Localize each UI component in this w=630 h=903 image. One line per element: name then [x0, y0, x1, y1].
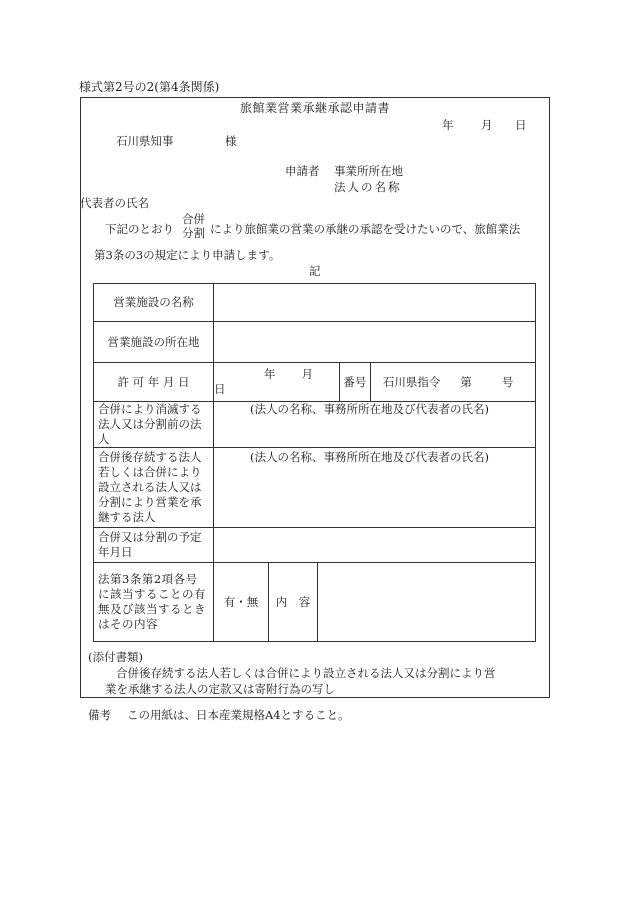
permit-number-value[interactable] [370, 363, 535, 402]
corporation-name-label: 法人の名称 [334, 180, 402, 194]
facility-location-label: 営業施設の所在地 [94, 322, 214, 363]
remarks-label: 備考 [88, 708, 111, 722]
permit-date-label: 許 可 年 月 日 [94, 363, 214, 402]
date-month: 月 [481, 118, 493, 132]
facility-name-value[interactable] [214, 284, 536, 322]
scheduled-date-value[interactable] [214, 528, 536, 563]
form-number: 様式第2号の2(第4条関係) [79, 80, 220, 94]
designation-prefix: 石川県指令 [382, 374, 441, 389]
dissolved-corp-label: 合併により消滅する法人又は分割前の法人 [94, 402, 214, 448]
designation-go: 号 [501, 374, 514, 389]
date-year: 年 [442, 118, 454, 132]
permit-year: 年 [264, 367, 276, 381]
addressee-name: 石川県知事 [116, 134, 174, 148]
designation-dai: 第 [460, 374, 472, 389]
addressee-honorific: 様 [225, 134, 237, 148]
application-table [93, 283, 536, 642]
facility-name-label: 営業施設の名称 [94, 284, 214, 322]
facility-location-value[interactable] [214, 322, 536, 363]
form-title: 旅館業営業承継承認申請書 [240, 101, 391, 115]
dissolved-corp-note[interactable]: (法人の名称、事務所所在地及び代表者の氏名) [214, 402, 536, 448]
attachments-heading: (添付書類) [88, 650, 143, 664]
yes-no-option[interactable]: 有・無 [214, 563, 269, 642]
scheduled-date-label: 合併又は分割の予定年月日 [94, 528, 214, 563]
successor-corp-label: 合併後存続する法人若しくは合併により設立される法人又は分割により営業を承継する法人 [94, 448, 214, 528]
attachments-line1: 合併後存続する法人若しくは合併により設立される法人又は分割により営 [116, 666, 496, 680]
content-value[interactable] [318, 563, 536, 642]
attachments-line2: 業を承継する法人の定款又は寄附行為の写し [105, 682, 335, 696]
content-label: 内 容 [269, 563, 318, 642]
representative-name-label: 代表者の氏名 [80, 196, 149, 210]
number-label: 番号 [339, 363, 370, 402]
body-line2: 第3条の3の規定により申請します。 [94, 248, 281, 262]
applicability-label: 法第3条第2項各号に該当することの有無及び該当するときはその内容 [94, 563, 214, 642]
applicant-label: 申請者 [285, 164, 320, 178]
permit-day: 日 [214, 382, 226, 396]
office-location-label: 事業所所在地 [334, 164, 403, 178]
option-split: 分割 [182, 226, 205, 240]
permit-month: 月 [301, 367, 313, 381]
option-merger: 合併 [182, 212, 205, 226]
body-line1: により旅館業の営業の承継の承認を受けたいので、旅館業法 [210, 222, 521, 236]
successor-corp-note[interactable]: (法人の名称、事務所所在地及び代表者の氏名) [214, 448, 536, 528]
merger-split-options [182, 212, 205, 240]
permit-date-value[interactable] [214, 363, 340, 402]
date-day: 日 [515, 118, 527, 132]
ki-mark: 記 [309, 264, 321, 278]
body-prefix: 下記のとおり [105, 222, 174, 236]
remarks-text: この用紙は、日本産業規格A4とすること。 [127, 708, 350, 722]
